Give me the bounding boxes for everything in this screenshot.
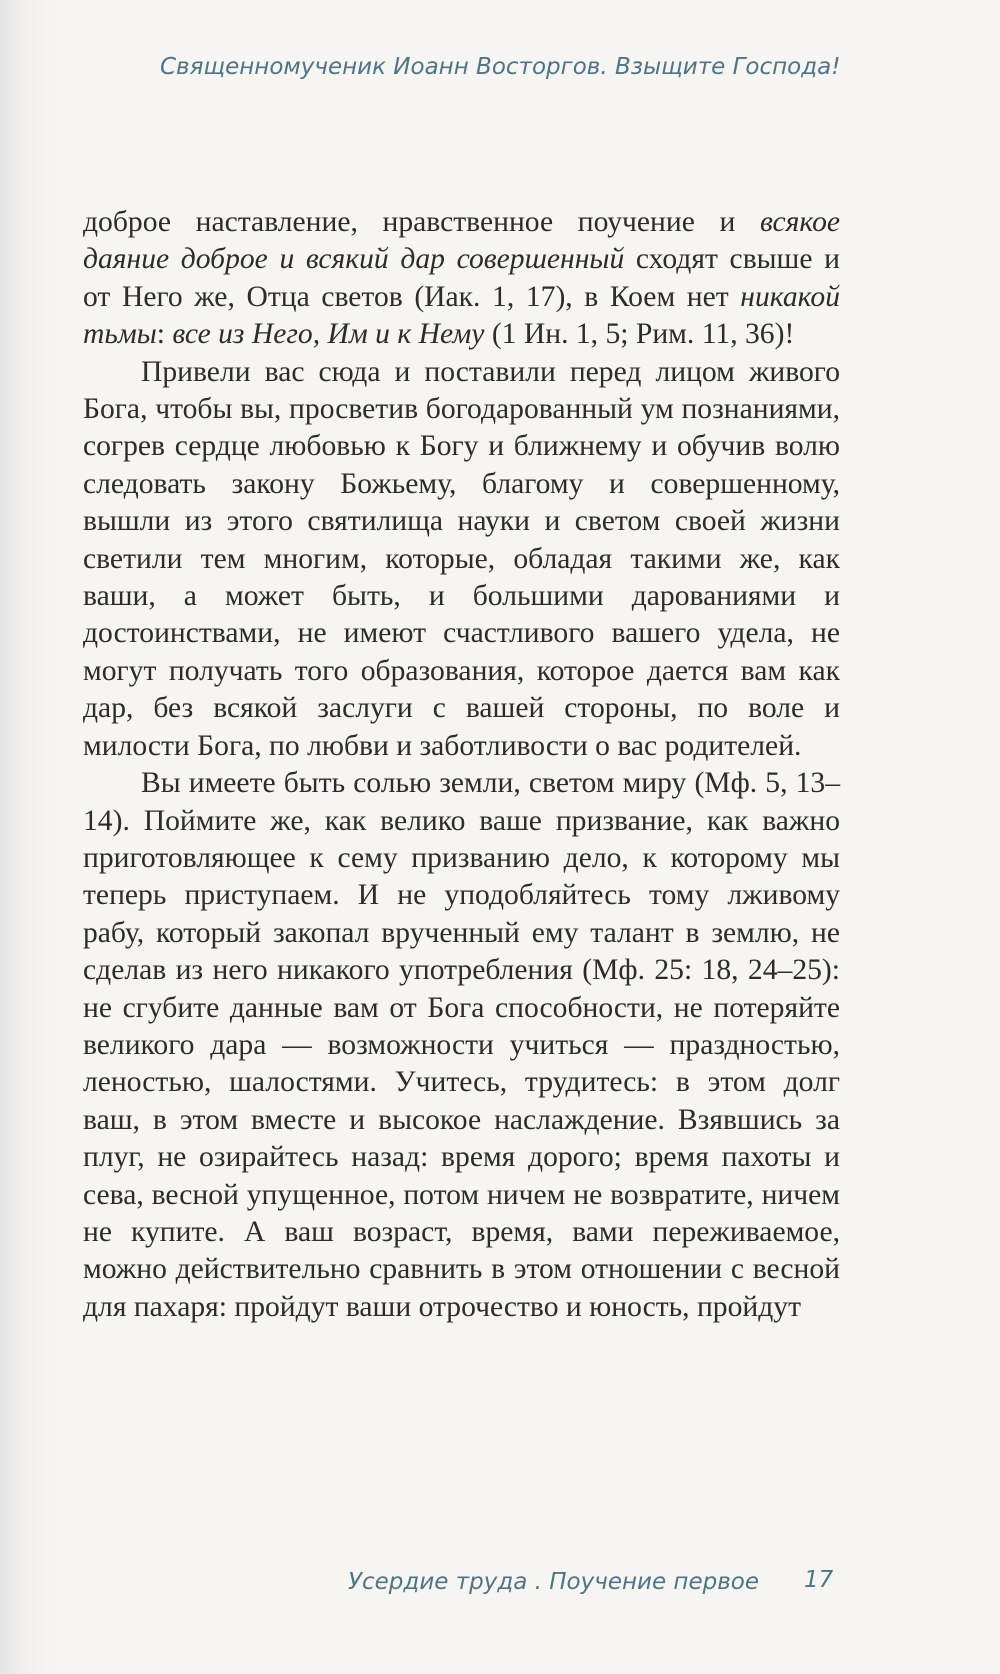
body-text <box>83 204 840 1326</box>
running-header: Священномученик Иоанн Восторгов. Взыщите Господа! <box>160 54 841 80</box>
paragraph-3: Вы имеете быть солью земли, светом миру (Мф. 5, 13–14). Поймите же, как велико ваше призвание, как важно приготовляющее к сему призванию дело, к которому мы теперь приступаем. И не уподобляйтесь тому лживому рабу, который закопал врученный ему талант в землю, не сделав из него никакого употребления (Мф. 25: 18, 24–25): не сгубите данные вам от Бога способности, не потеряйте великого дара — возможности учиться — праздностью, леностью, шалостями. Учитесь, трудитесь: в этом долг ваш, в этом вместе и высокое наслаждение. Взявшись за плуг, не озирайтесь назад: время дорого; время пахоты и сева, весной упущенное, потом ничем не возвратите, ничем не купите. А ваш возраст, время, вами переживаемое, можно действительно сравнить в этом отношении с весной для пахаря: пройдут ваши отрочество и юность, пройдут <box>83 767 840 1323</box>
p1-segment-italic: всякое даяние доброе и всякий дар совершенный <box>83 206 840 276</box>
p1-segment: сходят свыше и от Него же, Отца светов (Иак. 1, 17), в Коем нет <box>83 243 840 313</box>
p1-segment-italic: все из Него, Им и к Нему <box>172 318 485 351</box>
p1-segment: : <box>156 318 173 351</box>
p1-segment-italic: никакой тьмы <box>83 280 840 351</box>
footer-section-title: Усердие труда . Поучение первое <box>348 1569 759 1595</box>
paragraph-1 <box>83 204 840 354</box>
p1-segment: (1 Ин. 1, 5; Рим. 11, 36)! <box>484 318 795 351</box>
paragraph-2: Привели вас сюда и поставили перед лицом живого Бога, чтобы вы, просветив богодарованный ум познаниями, согрев сердце любовью к Богу и ближнему и обучив волю следовать закону Божьему, благому и совершенному, вышли из этого святилища науки и светом своей жизни светили тем многим, которые, обладая такими же, как ваши, а может быть, и большими дарованиями и достоинствами, не имеют счастливого вашего удела, не могут получать того образования, которое дается вам как дар, без всякой заслуги с вашей стороны, по воле и милости Бога, по любви и заботливости о вас родителей. <box>83 355 840 762</box>
page-number: 17 <box>804 1567 834 1593</box>
p1-segment: доброе наставление, нравственное поучение и <box>83 206 760 238</box>
